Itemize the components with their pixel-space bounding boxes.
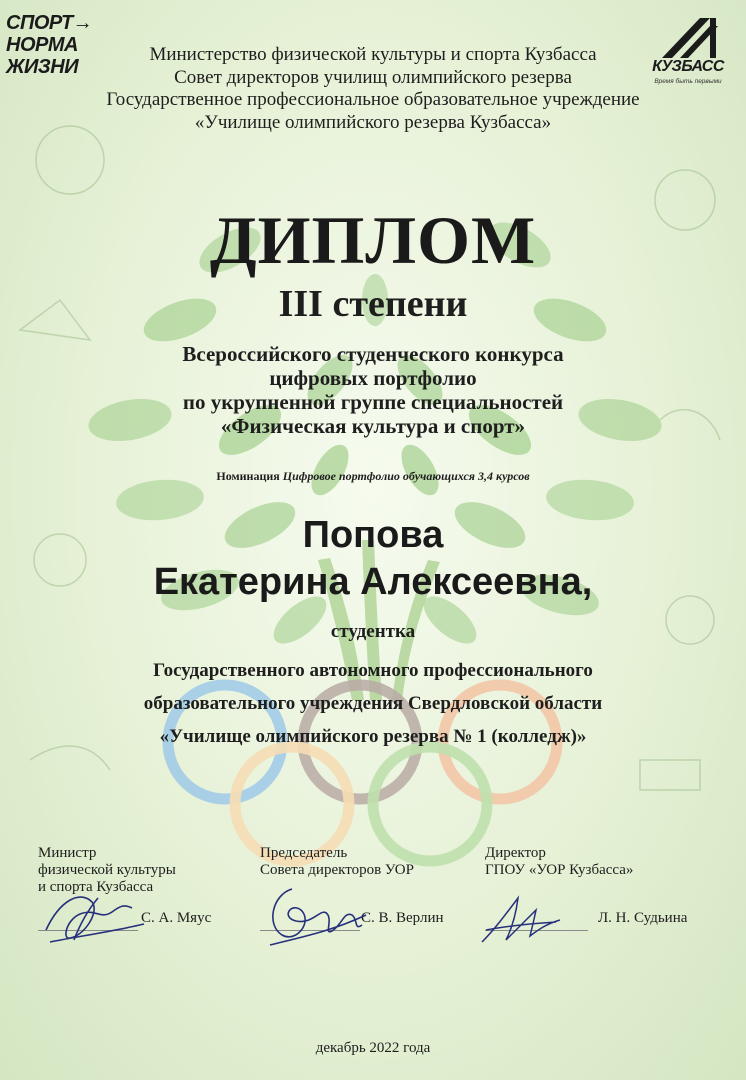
signatory-title-line: Директор (485, 845, 546, 861)
header-line: Министерство физической культуры и спорта Кузбасса (149, 44, 597, 65)
signatory-title-line: Председатель (260, 845, 348, 861)
recipient-surname: Попова (302, 514, 444, 556)
director-signature-image (476, 890, 566, 950)
organization-line: Государственного автономного профессионального (153, 660, 593, 681)
signatory-title-line: физической культуры (38, 862, 176, 878)
signatory-minister-name: С. А. Мяус (141, 910, 212, 926)
signatory-chairman-title (260, 845, 480, 879)
nomination-value: Цифровое портфолио обучающихся 3,4 курсов (282, 469, 530, 483)
signatory-title-line: и спорта Кузбасса (38, 879, 154, 895)
organization-line: «Училище олимпийского резерва № 1 (колледж)» (159, 726, 587, 747)
issuer-header (0, 44, 746, 134)
header-line: Совет директоров училищ олимпийского резерва (174, 66, 572, 88)
recipient-given-names: Екатерина Алексеевна, (153, 561, 593, 603)
recipient-name (0, 512, 746, 606)
chairman-signature-image (262, 875, 372, 955)
logo-line: СПОРТ→ (6, 12, 93, 34)
signatory-director-name: Л. Н. Судьина (598, 910, 688, 926)
minister-signature-image (40, 880, 150, 950)
issue-date: декабрь 2022 года (315, 1040, 431, 1056)
signatory-chairman-name: С. В. Верлин (361, 910, 444, 926)
signatory-title-line: ГПОУ «УОР Кузбасса» (485, 862, 634, 878)
signatory-title-line: Министр (38, 845, 97, 861)
kuzbass-brand-name: КУЗБАСС (652, 58, 724, 75)
header-line: «Училище олимпийского резерва Кузбасса» (194, 111, 552, 133)
contest-line: Всероссийского студенческого конкурса (182, 342, 564, 366)
signatory-title-line: Совета директоров УОР (260, 862, 414, 878)
recipient-organization (0, 654, 746, 753)
nomination (0, 468, 746, 484)
recipient-status: студентка (330, 621, 416, 642)
contest-line: «Физическая культура и спорт» (220, 414, 526, 438)
logo-line: НОРМА (6, 34, 78, 56)
diploma-title: ДИПЛОМ (209, 202, 537, 278)
nomination-label: Номинация (216, 469, 280, 483)
organization-line: образовательного учреждения Свердловской области (143, 693, 603, 714)
contest-description (0, 342, 746, 438)
kuzbass-tagline: Время быть первыми (654, 78, 722, 85)
contest-line: по укрупненной группе специальностей (182, 390, 564, 414)
header-line: Государственное профессиональное образовательное учреждение (106, 89, 640, 110)
contest-line: цифровых портфолио (269, 366, 477, 390)
signatory-director-title (485, 845, 705, 879)
logo-line: ЖИЗНИ (6, 56, 79, 78)
diploma-degree: III степени (278, 283, 468, 325)
